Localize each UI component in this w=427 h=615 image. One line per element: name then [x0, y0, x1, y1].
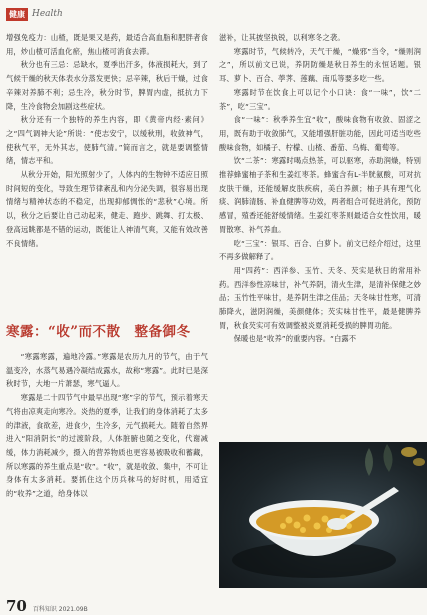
paragraph: 寒露时节，气候转冷，天气干燥，“燥邪”当令，“燥则润之”，所以前文已说，养阴防燥是秋日养生的永恒话题。银耳、萝卜、百合、荸荠、莲藕、南瓜等要多吃一些。	[219, 46, 421, 84]
section-tag-english: Health	[32, 9, 63, 19]
section-tag: 健康	[6, 8, 28, 21]
paragraph: 秋分也有三忌：忌缺水，夏季出汗多，体液损耗大，到了气候干燥的秋天体表水分蒸发更快；忌辛辣，秋后干燥，过食辛辣对养肺不利；忌生冷，秋分时节，脾胃内虚，抵抗力下降，生冷食物会加剧这些症状。	[6, 60, 208, 111]
paragraph: 滋补，让其披坚执锐，以利寒冬之袭。	[219, 33, 345, 42]
paragraph: 增强免疫力：山楂，既是果又是药，最适合高血脂和肥胖者食用，炒山楂可活血化瘀，焦山楂可消食去滞。	[6, 33, 208, 56]
left-column-bottom	[6, 350, 208, 501]
page-footer	[6, 597, 88, 615]
dessert-photo	[219, 442, 427, 588]
paragraph: 保暖也是“收养”的重要内容。“白露不	[233, 334, 357, 344]
paragraph: 寒露时节在饮食上可以记个小口诀：食“一味”，饮“二茶”，吃“三宝”。	[219, 87, 421, 111]
bowl-illustration	[219, 442, 427, 588]
paragraph: 食“一味”：秋季养生宜“收”，酸味食物有收敛、固涩之用，既有助于收敛肺气，又能增强肝脏功能，因此可适当吃些酸味食物，如橘子、柠檬、山楂、番茄、乌梅、葡萄等。	[219, 115, 421, 152]
paragraph: 用“四药”：西洋参、玉竹、天冬、芡实是秋日的常用补药。西洋参性凉味甘，补气养阴，清火生津，是清补保健之妙品；玉竹性平味甘，是养阴生津之佳品；天冬味甘性寒，可清肺降火，滋阴润燥，美颜健体；芡实味甘性平，最是健脾养胃，秋食芡实可有效调整被炎夏消耗受损的脾胃功能。	[219, 265, 421, 330]
paragraph: 寒露是二十四节气中最早出现“寒”字的节气，预示着寒天气将由凉爽走向寒冷。炎热的夏季，让我们的身体消耗了太多的津液，食欲差，进食少，生冷多，元气损耗大。随着自然界进入“阳消阴长”的过渡阶段，人体脏腑也随之变化，代谢减缓，体力消耗减少，摄入的营养物质也更容易被吸收和蓄藏，所以寒露的养生重点是“收”。“收”，就是收敛、集中，不可让身体有太多消耗。要抓住这个历兵秣马的好时机，用适宜的“收养”之道，给身体以	[6, 393, 208, 499]
left-column-top	[6, 31, 208, 250]
paragraph: 饮“二茶”：寒露时喝点热茶，可以驱寒，赤助润燥，特别推荐蜂蜜柚子茶和生姜红枣茶。蜂蜜含有L-半胱氨酸，可对抗皮肤干燥，还能缓解皮肤疾病，美白养颜；柚子具有理气化痰、润肺清肠、补血健脾等功效，两者组合可促进消化，预防感冒，殖香还能舒缓情绪。生姜红枣茶则最适合女性饮用，暖胃散寒、补气养血。	[219, 156, 421, 234]
paragraph: 从秋分开始，阳光照射少了，人体内的生物钟不适应日照时间短的变化，导致生理节律紊乱和内分泌失调，很容易出现情绪与精神状态的不稳定，出现抑郁惆怅的“悲秋”心境。所以，秋分之后要让自己动起来，健走、跑步、跳舞、打太极、登高远眺都是不错的运动，既能让人神清气爽，又能有效改善不良情绪。	[6, 170, 208, 248]
paragraph: 吃“三宝”：银耳、百合、白萝卜。前文已经介绍过，这里不再多做解释了。	[219, 238, 421, 262]
section-header	[6, 7, 63, 21]
paragraph: 秋分还有一个独特的养生内容，即《黄帝内经·素问》之“四气调神大论”所说：“使志安宁，以缓秋刑，收敛神气，使秋气平，无外其志，使肺气清。”简而言之，就是要调整情绪，情志平和。	[6, 115, 208, 166]
paragraph: “寒露寒露，遍地冷露。”寒露是农历九月的节气，由于气温变冷，水蒸气易遇冷凝结成露水，故称“寒露”。此时已是深秋时节，大地一片萧瑟，寒气逼人。	[6, 352, 208, 389]
right-column	[219, 31, 421, 346]
page-number: 70	[6, 597, 27, 615]
magazine-info: 百科知识 2021.09B	[32, 606, 88, 613]
section-title: 寒露：“收”而不散 整备御冬	[6, 324, 191, 340]
